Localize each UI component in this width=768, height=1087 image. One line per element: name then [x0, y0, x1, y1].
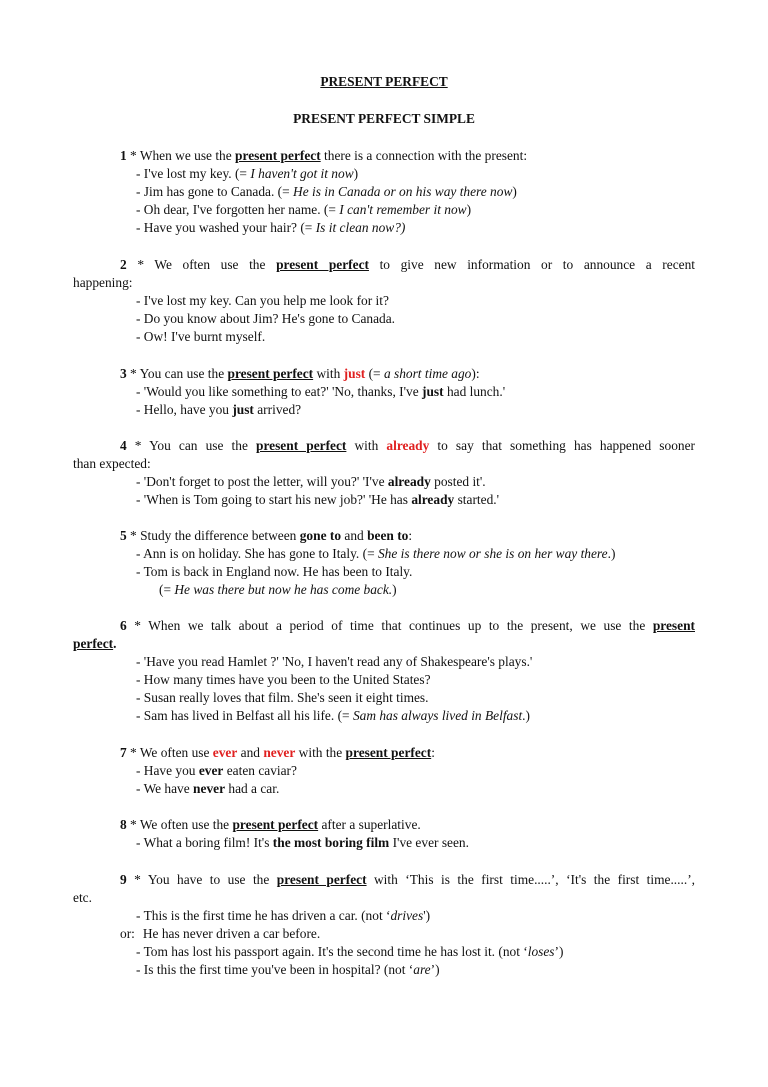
section-9-heading: 9 * You have to use the present perfect with ‘This is the first time.....’, ‘It's the first time.....’,: [120, 872, 696, 887]
section-5-heading: 5 * Study the difference between gone to and been to:: [120, 528, 413, 543]
section-9-example: - This is the first time he has driven a car. (not ‘drives'): [136, 908, 431, 923]
section-6-example: - How many times have you been to the United States?: [136, 672, 431, 687]
section-3-example: - Hello, have you just arrived?: [136, 402, 302, 417]
page-title: PRESENT PERFECT: [320, 74, 448, 89]
section-9-example: - Is this the first time you've been in hospital? (not ‘are’): [136, 962, 440, 977]
or-label: or:: [120, 926, 135, 941]
section-6-example: - 'Have you read Hamlet ?' 'No, I haven't read any of Shakespeare's plays.': [136, 654, 533, 669]
section-4-heading: 4 * You can use the present perfect with already to say that something has happened sooner: [120, 438, 695, 453]
section-1-example: - Have you washed your hair? (= Is it clean now?): [136, 220, 406, 235]
section-6-heading-cont: perfect.: [73, 636, 117, 651]
section-2-heading: 2 * We often use the present perfect to give new information or to announce a recent: [120, 257, 695, 272]
section-9-example: - Tom has lost his passport again. It's the second time he has lost it. (not ‘loses’): [136, 944, 564, 959]
section-7-example: - Have you ever eaten caviar?: [136, 763, 297, 778]
section-4-example: - 'Don't forget to post the letter, will you?' 'I've already posted it'.: [136, 474, 486, 489]
page-subtitle: PRESENT PERFECT SIMPLE: [293, 111, 475, 126]
section-1-example: - Oh dear, I've forgotten her name. (= I can't remember it now): [136, 202, 472, 217]
section-2-example: - I've lost my key. Can you help me look for it?: [136, 293, 389, 308]
section-2-example: - Ow! I've burnt myself.: [136, 329, 266, 344]
section-7-example: - We have never had a car.: [136, 781, 280, 796]
section-8-example: - What a boring film! It's the most boring film I've ever seen.: [136, 835, 469, 850]
section-5-example: (= He was there but now he has come back.): [159, 582, 397, 597]
section-4-example: - 'When is Tom going to start his new job?' 'He has already started.': [136, 492, 500, 507]
section-7-heading: 7 * We often use ever and never with the present perfect:: [120, 745, 435, 760]
section-1-example: - Jim has gone to Canada. (= He is in Canada or on his way there now): [136, 184, 517, 199]
section-3-heading: 3 * You can use the present perfect with just (= a short time ago):: [120, 366, 480, 381]
section-6-example: - Susan really loves that film. She's seen it eight times.: [136, 690, 429, 705]
section-6-example: - Sam has lived in Belfast all his life. (= Sam has always lived in Belfast.): [136, 708, 530, 723]
section-5-example: - Tom is back in England now. He has been to Italy.: [136, 564, 413, 579]
section-6-heading: 6 * When we talk about a period of time that continues up to the present, we use the present: [120, 618, 695, 633]
section-8-heading: 8 * We often use the present perfect after a superlative.: [120, 817, 421, 832]
section-5-example: - Ann is on holiday. She has gone to Italy. (= She is there now or she is on her way there.): [136, 546, 616, 561]
section-3-example: - 'Would you like something to eat?' 'No, thanks, I've just had lunch.': [136, 384, 506, 399]
section-1-heading: 1 * When we use the present perfect there is a connection with the present:: [120, 148, 528, 163]
section-2-example: - Do you know about Jim? He's gone to Canada.: [136, 311, 396, 326]
section-9-example: or: He has never driven a car before.: [120, 926, 321, 941]
section-4-heading-cont: than expected:: [73, 456, 151, 471]
section-1-example: - I've lost my key. (= I haven't got it now): [136, 166, 359, 181]
section-9-heading-cont: etc.: [73, 890, 92, 905]
section-2-heading-cont: happening:: [73, 275, 133, 290]
